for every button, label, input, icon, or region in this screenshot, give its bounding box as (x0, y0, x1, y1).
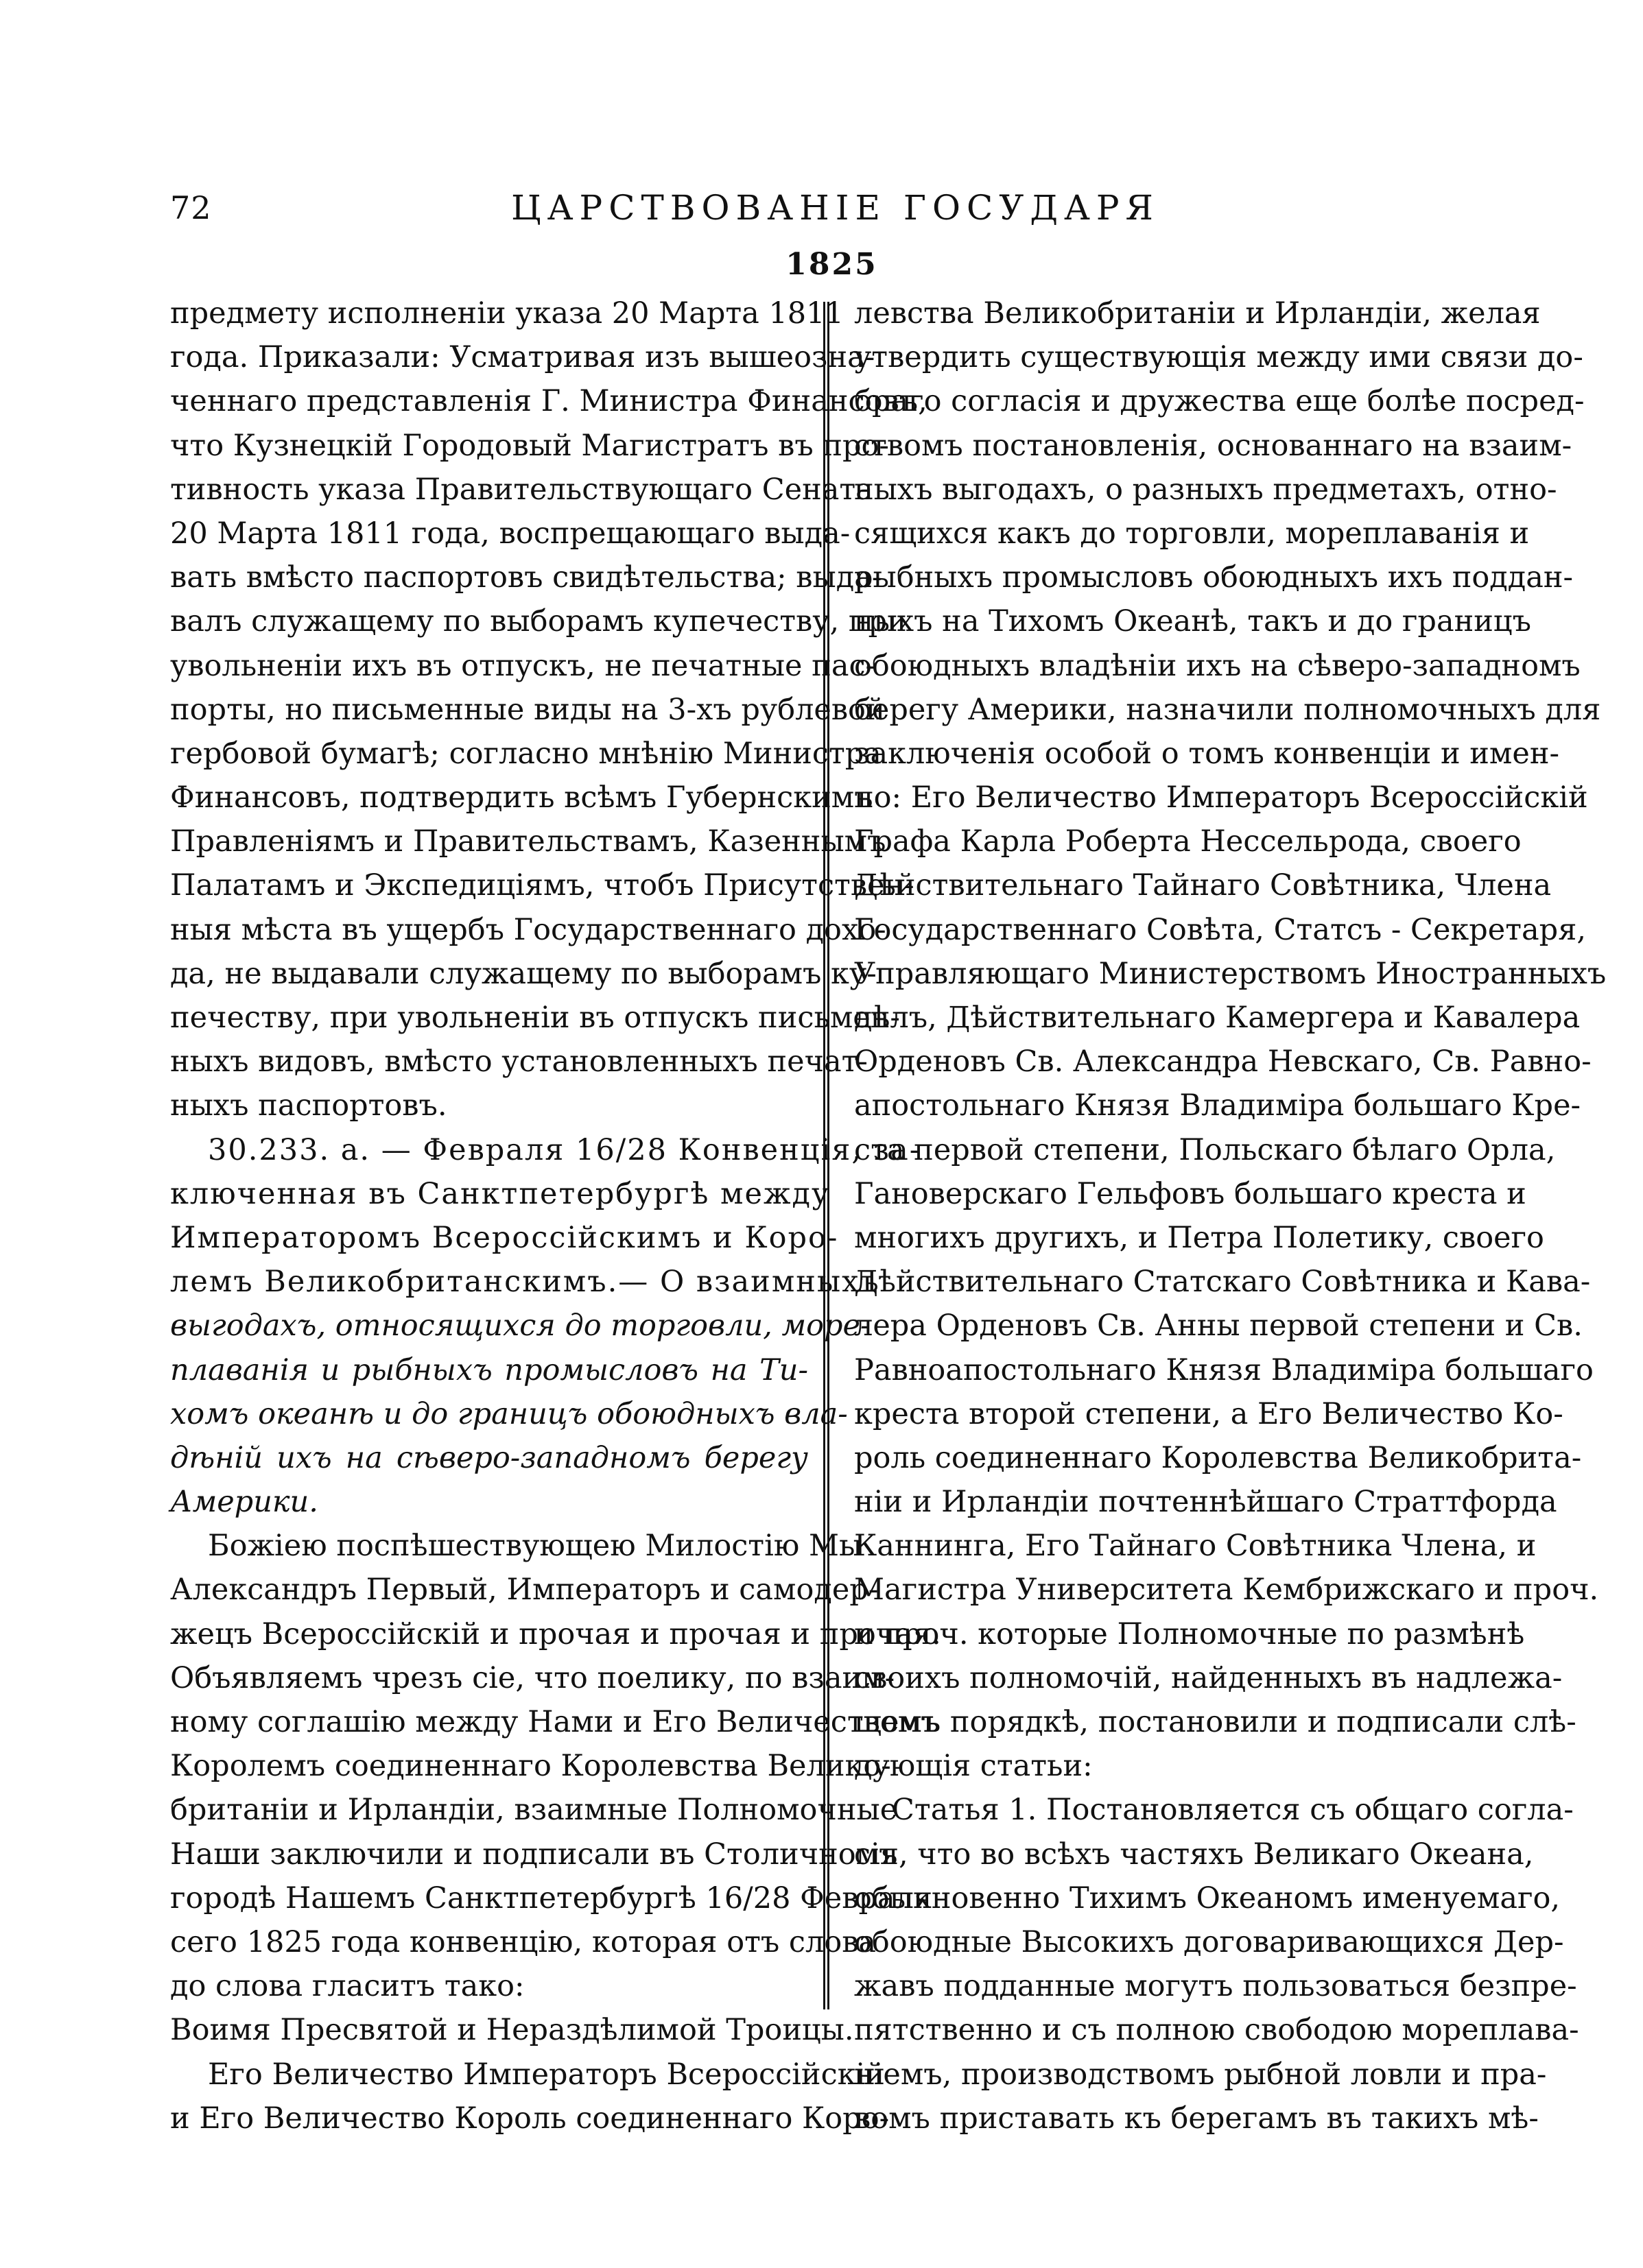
text-line: порты, но письменные виды на 3-хъ рублевой (170, 692, 886, 727)
text-line: левства Великобританіи и Ирландіи, желая (854, 296, 1541, 331)
text-line: Графа Карла Роберта Нессельрода, своего (854, 824, 1522, 859)
text-line: и проч. которые Полномочные по размѣнѣ (854, 1616, 1525, 1651)
page-number: 72 (170, 189, 212, 226)
text-line: года. Приказали: Усматривая изъ вышеозна- (170, 340, 875, 375)
text-line: валъ служащему по выборамъ купечеству, при (170, 604, 907, 639)
text-line: вать вмѣсто паспортовъ свидѣтельства; выда- (170, 560, 882, 595)
text-line: многихъ другихъ, и Петра Полетику, своего (854, 1220, 1544, 1255)
text-line: жецъ Всероссійскій и прочая и прочая и прочая. (170, 1616, 941, 1651)
text-line: Императоромъ Всероссійскимъ и Коро- (170, 1220, 839, 1255)
text-line: утвердить существующія между ими связи до- (854, 340, 1583, 375)
text-line: Дѣйствительнаго Тайнаго Совѣтника, Члена (854, 868, 1552, 903)
text-line: городѣ Нашемъ Санктпетербургѣ 16/28 Февраля (170, 1881, 933, 1915)
text-line: обоюдныхъ владѣніи ихъ на сѣверо-западномъ (854, 648, 1581, 683)
text-line: да, не выдавали служащему по выборамъ ку- (170, 956, 877, 991)
text-line: Финансовъ, подтвердить всѣмъ Губернскимъ (170, 780, 873, 815)
text-line: ченнаго представленія Г. Министра Финансовъ, (170, 384, 927, 419)
text-line: дующія статьи: (854, 1749, 1093, 1784)
text-line: плаванія и рыбныхъ промысловъ на Ти- (170, 1352, 808, 1387)
text-line: Государственнаго Совѣта, Статсъ - Секретаря, (854, 912, 1587, 947)
text-line: роль соединеннаго Королевства Великобрита- (854, 1440, 1582, 1475)
text-line: ствомъ постановленія, основаннаго на взаим- (854, 428, 1572, 463)
text-line: ста первой степени, Польскаго бѣлаго Орла, (854, 1132, 1556, 1167)
text-line: лера Орденовъ Св. Анны первой степени и Св. (854, 1309, 1583, 1344)
text-line: Божіею поспѣшествующею Милостію Мы (208, 1529, 863, 1564)
text-line: креста второй степени, а Его Величество Ко- (854, 1396, 1563, 1431)
text-line: британіи и Ирландіи, взаимные Полномочные (170, 1793, 898, 1828)
text-line: выгодахъ, относящихся до торговли, море- (170, 1309, 871, 1344)
text-line: заключенія особой о томъ конвенціи и имен- (854, 736, 1560, 771)
text-line: обыкновенно Тихимъ Океаномъ именуемаго, (854, 1881, 1561, 1915)
text-line: пятственно и съ полною свободою мореплава- (854, 2013, 1579, 2048)
text-line: дѣній ихъ на сѣверо-западномъ берегу (170, 1440, 808, 1475)
text-line: Его Величество Императоръ Всероссійскій (208, 2057, 885, 2092)
text-line: ныхъ на Тихомъ Океанѣ, такъ и до границъ (854, 604, 1531, 639)
right-column (854, 291, 1607, 2140)
text-line: Объявляемъ чрезъ сіе, что поелику, по взаим- (170, 1660, 895, 1695)
text-line: Александръ Первый, Императоръ и самодер- (170, 1573, 879, 1608)
text-line: Наши заключили и подписали въ Столичномъ (170, 1837, 898, 1872)
text-line: ныя мѣста въ ущербъ Государственнаго дохо- (170, 912, 886, 947)
text-line: ныхъ видовъ, вмѣсто установленныхъ печат- (170, 1045, 868, 1079)
text-line: гербовой бумагѣ; согласно мнѣнію Министра (170, 736, 882, 771)
text-line: Магистра Университета Кембрижскаго и проч. (854, 1573, 1599, 1608)
text-line: Америки. (170, 1485, 318, 1520)
text-line: вомъ приставать къ берегамъ въ такихъ мѣ- (854, 2101, 1539, 2136)
text-line: до слова гласитъ тако: (170, 1969, 525, 2004)
text-line: Дѣйствительнаго Статскаго Совѣтника и Кава- (854, 1265, 1591, 1300)
text-line: ныхъ выгодахъ, о разныхъ предметахъ, отно- (854, 472, 1557, 507)
text-line: Воимя Пресвятой и Нераздѣлимой Троицы. (170, 2013, 854, 2048)
text-line: Орденовъ Св. Александра Невскаго, Св. Равно- (854, 1045, 1592, 1079)
text-line: ключенная въ Санктпетербургѣ между (170, 1176, 831, 1211)
text-line: Управляющаго Министерствомъ Иностранныхъ (854, 956, 1607, 991)
text-line: Правленіямъ и Правительствамъ, Казеннымъ (170, 824, 886, 859)
year-heading: 1825 (785, 247, 878, 282)
text-line: своихъ полномочій, найденныхъ въ надлежа- (854, 1660, 1563, 1695)
text-line: ному соглашію между Нами и Его Величествомъ (170, 1705, 940, 1739)
text-line: Равноапостольнаго Князя Владиміра большаго (854, 1352, 1594, 1387)
text-line: лемъ Великобританскимъ.— О взаимныхъ (170, 1265, 880, 1300)
text-line: сего 1825 года конвенцію, которая отъ слова (170, 1924, 877, 1959)
text-line: увольненіи ихъ въ отпускъ, не печатные пас- (170, 648, 876, 683)
text-line: что Кузнецкій Городовый Магистратъ въ про- (170, 428, 889, 463)
text-line: рыбныхъ промысловъ обоюдныхъ ихъ поддан- (854, 560, 1574, 595)
left-column (170, 291, 941, 2140)
text-line: ныхъ паспортовъ. (170, 1088, 447, 1123)
text-line: жавъ подданные могутъ пользоваться безпре- (854, 1969, 1577, 2004)
text-line: предмету исполненіи указа 20 Марта 1811 (170, 296, 844, 331)
text-line: хомъ океанѣ и до границъ обоюдныхъ вла- (170, 1396, 848, 1431)
text-line: Гановерскаго Гельфовъ большаго креста и (854, 1176, 1526, 1211)
text-line: обоюдные Высокихъ договаривающихся Дер- (854, 1924, 1564, 1959)
text-line: апостольнаго Князя Владиміра большаго Кре- (854, 1088, 1581, 1123)
text-line: ніемъ, производствомъ рыбной ловли и пра- (854, 2057, 1547, 2092)
running-title: ЦАРСТВОВАНІЕ ГОСУДАРЯ (511, 188, 1159, 228)
text-line: но: Его Величество Императоръ Всероссійскій (854, 780, 1588, 815)
text-line: берегу Америки, назначили полномочныхъ для (854, 692, 1601, 727)
text-line: 20 Марта 1811 года, воспрещающаго выда- (170, 516, 851, 551)
text-line: ніи и Ирландіи почтеннѣйшаго Страттфорда (854, 1485, 1557, 1520)
text-line: 30.233. а. — Февраля 16/28 Конвенція, за- (208, 1132, 921, 1167)
text-line: Каннинга, Его Тайнаго Совѣтника Члена, и (854, 1529, 1537, 1564)
text-line: сящихся какъ до торговли, мореплаванія и (854, 516, 1530, 551)
text-line: дѣлъ, Дѣйствительнаго Камергера и Кавалера (854, 1001, 1581, 1035)
column-divider (823, 302, 825, 2009)
text-line: и Его Величество Король соединеннаго Коро- (170, 2101, 890, 2136)
text-line: браго согласія и дружества еще болѣе посред- (854, 384, 1585, 419)
text-line: Королемъ соединеннаго Королевства Велико- (170, 1749, 891, 1784)
text-line: печеству, при увольненіи въ отпускъ письмен- (170, 1001, 900, 1035)
text-line: сія, что во всѣхъ частяхъ Великаго Океана, (854, 1837, 1534, 1872)
text-line: Статья 1. Постановляется съ общаго согла- (892, 1793, 1574, 1828)
text-line: щемъ порядкѣ, постановили и подписали слѣ- (854, 1705, 1576, 1739)
text-line: Палатамъ и Экспедиціямъ, чтобъ Присутствен- (170, 868, 914, 903)
text-line: тивность указа Правительствующаго Сената (170, 472, 873, 507)
